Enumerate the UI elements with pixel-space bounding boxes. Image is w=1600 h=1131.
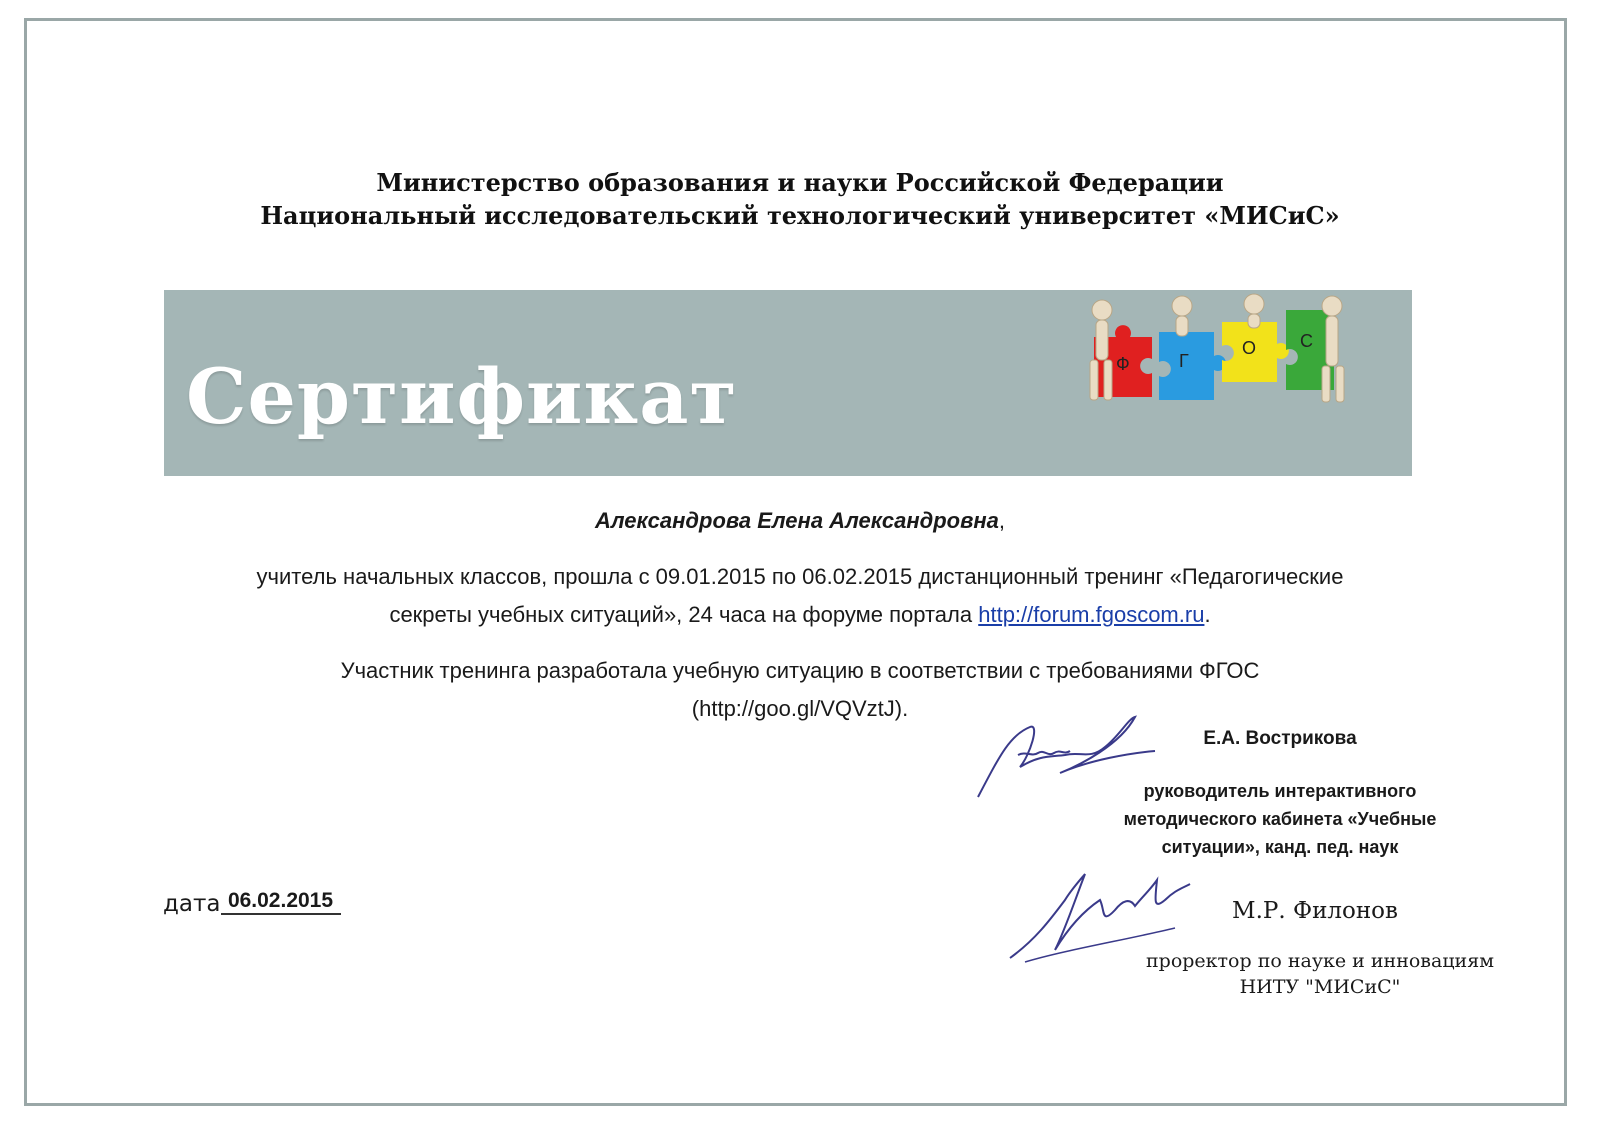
signatory2-role-line: НИТУ "МИСиС" <box>1239 976 1401 998</box>
body-paragraph-1: учитель начальных классов, прошла с 09.01.2015 по 06.02.2015 дистанционный тренинг «Педагогические <box>256 564 1344 589</box>
ministry-header: Министерство образования и науки Российской Федерации <box>376 168 1224 197</box>
signatory1-role <box>1080 777 1480 861</box>
signatory2-role-line: проректор по науке и инновациям <box>1146 950 1494 972</box>
puzzle-piece-blue <box>1159 332 1226 400</box>
signatory1-name: Е.А. Вострикова <box>1203 728 1357 749</box>
date-block <box>163 890 341 919</box>
fgos-puzzle-logo <box>1064 292 1364 422</box>
signatory2-name: М.Р. Филонов <box>1232 898 1398 924</box>
certificate-title: Сертификат <box>186 352 738 441</box>
signatory1-role-line: ситуации», канд. пед. наук <box>1161 837 1399 857</box>
body-paragraph-2-text: секреты учебных ситуаций», 24 часа на форуме портала <box>389 602 979 627</box>
certificate-banner <box>164 290 1412 476</box>
university-header: Национальный исследовательский технологический университет «МИСиС» <box>260 201 1340 230</box>
recipient-name: Александрова Елена Александровна <box>594 508 999 533</box>
forum-link[interactable]: http://forum.fgoscom.ru <box>978 602 1205 627</box>
logo-letter-o: О <box>1242 338 1257 358</box>
recipient-comma: , <box>998 508 1006 533</box>
signatory1-role-line: методического кабинета «Учебные <box>1123 809 1437 829</box>
logo-letter-f: Ф <box>1116 354 1130 374</box>
recipient-line <box>0 508 1600 534</box>
logo-letter-s: С <box>1300 331 1313 351</box>
body-paragraph-4: (http://goo.gl/VQVztJ). <box>691 696 909 721</box>
logo-letter-g: Г <box>1179 351 1189 371</box>
date-label: дата <box>163 891 221 917</box>
body-paragraph-2 <box>0 602 1600 628</box>
body-paragraph-2-end: . <box>1204 602 1211 627</box>
signatory1-role-line: руководитель интерактивного <box>1143 781 1417 801</box>
signatory2-role <box>1110 948 1530 1000</box>
body-paragraph-3: Участник тренинга разработала учебную ситуацию в соответствии с требованиями ФГОС <box>340 658 1260 683</box>
date-value: 06.02.2015 <box>221 889 341 915</box>
